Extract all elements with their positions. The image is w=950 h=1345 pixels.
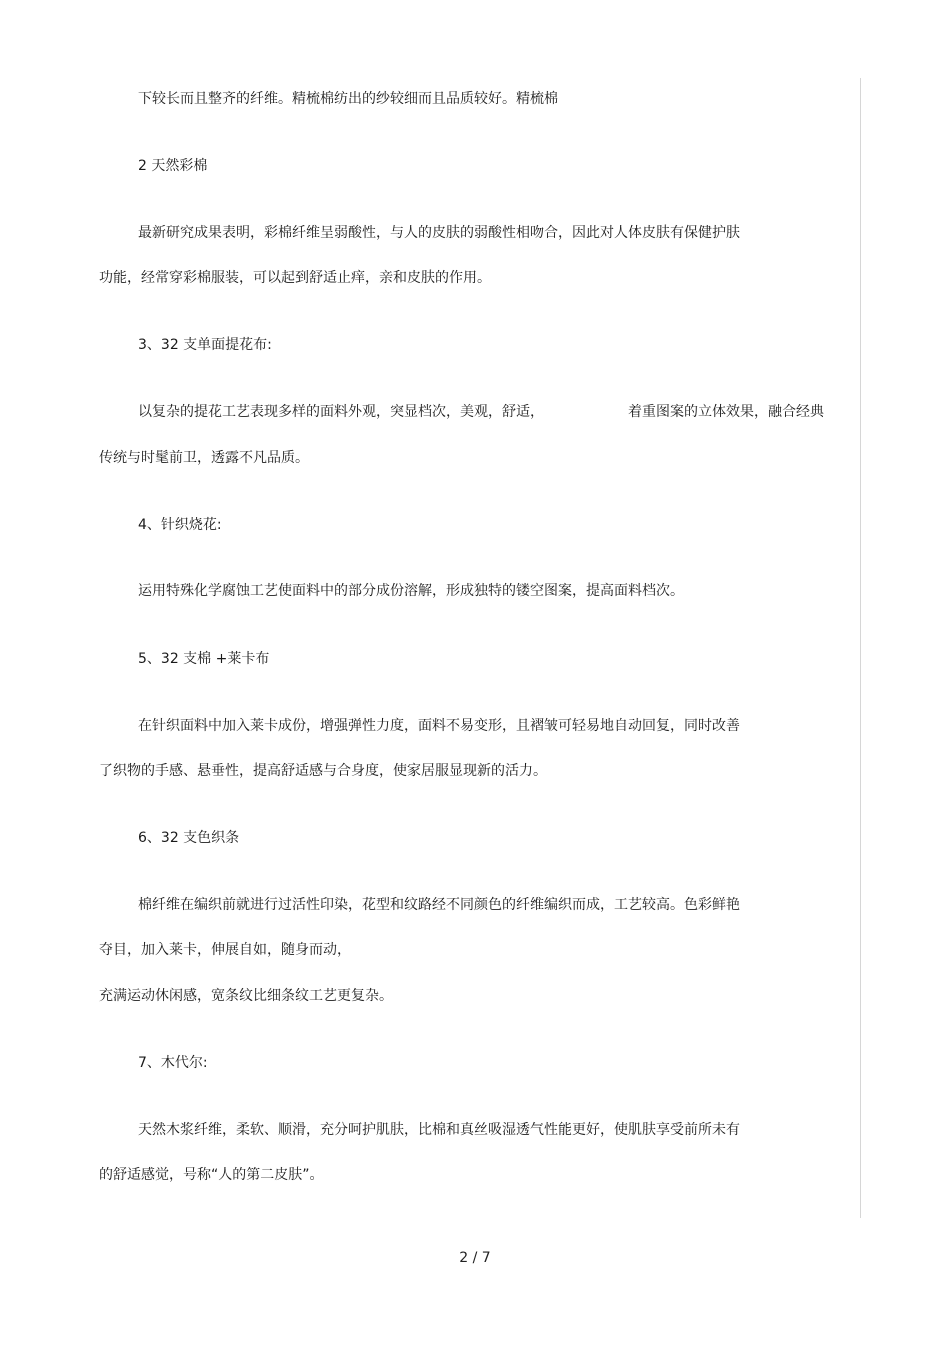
section-heading-5: 5、32 支棉 +莱卡布	[138, 651, 270, 667]
paragraph-line: 天然木浆纤维，柔软、顺滑，充分呵护肌肤，比棉和真丝吸湿透气性能更好，使肌肤享受前所未有	[138, 1122, 740, 1138]
paragraph-line: 了织物的手感、悬垂性，提高舒适感与合身度，使家居服显现新的活力。	[99, 763, 547, 779]
paragraph-line: 在针织面料中加入莱卡成份，增强弹性力度，面料不易变形，且褶皱可轻易地自动回复，同时改善	[138, 718, 740, 734]
section-heading-2: 2 天然彩棉	[138, 158, 208, 174]
page-number: 2 / 7	[459, 1250, 491, 1266]
paragraph-line: 功能，经常穿彩棉服装，可以起到舒适止痒，亲和皮肤的作用。	[99, 270, 491, 286]
paragraph-line: 运用特殊化学腐蚀工艺使面料中的部分成份溶解，形成独特的镂空图案，提高面料档次。	[138, 583, 684, 599]
paragraph-line: 棉纤维在编织前就进行过活性印染，花型和纹路经不同颜色的纤维编织而成，工艺较高。色彩鲜艳	[138, 897, 740, 913]
paragraph-line: 最新研究成果表明，彩棉纤维呈弱酸性，与人的皮肤的弱酸性相吻合，因此对人体皮肤有保健护肤	[138, 225, 740, 241]
page-edge-divider	[860, 78, 861, 1218]
section-heading-7: 7、木代尔:	[138, 1055, 208, 1071]
paragraph-line: 传统与时髦前卫，透露不凡品质。	[99, 450, 309, 466]
section-heading-6: 6、32 支色织条	[138, 830, 240, 846]
paragraph-line: 下较长而且整齐的纤维。精梳棉纺出的纱较细而且品质较好。精梳棉	[138, 91, 558, 107]
paragraph-line: 的舒适感觉，号称“人的第二皮肤”。	[99, 1167, 324, 1183]
paragraph-line: 充满运动休闲感，宽条纹比细条纹工艺更复杂。	[99, 988, 393, 1004]
paragraph-line: 夺目，加入莱卡，伸展自如，随身而动，	[99, 942, 351, 958]
paragraph-line-continuation: 着重图案的立体效果，融合经典	[628, 404, 824, 420]
section-heading-3: 3、32 支单面提花布:	[138, 337, 272, 353]
paragraph-line: 以复杂的提花工艺表现多样的面料外观，突显档次，美观，舒适，	[138, 404, 544, 420]
section-heading-4: 4、针织烧花:	[138, 517, 222, 533]
